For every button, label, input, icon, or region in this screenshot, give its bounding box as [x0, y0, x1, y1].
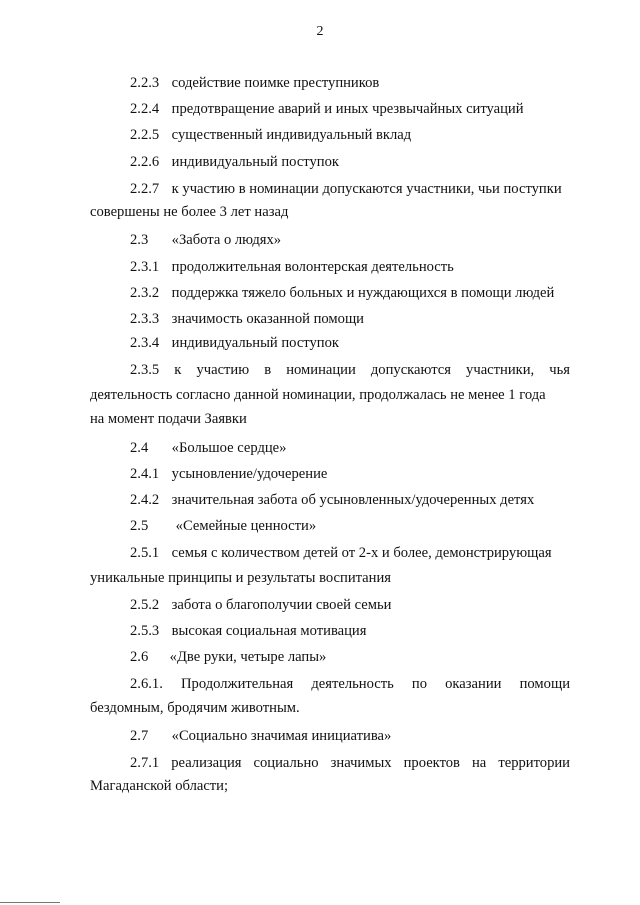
item-number: 2.2.4	[130, 101, 160, 117]
list-item	[130, 74, 379, 92]
item-number: 2.4.1	[130, 466, 160, 482]
item-number: 2.7.1	[130, 755, 160, 771]
item-number: 2.5.2	[130, 597, 160, 613]
item-text: к участию в номинации допускаются участники, чьи поступки	[171, 181, 562, 197]
list-item-continuation: на момент подачи Заявки	[90, 411, 247, 427]
list-item	[130, 544, 552, 562]
item-number: 2.3.4	[130, 335, 160, 351]
list-item	[130, 491, 534, 509]
section-heading	[130, 648, 326, 666]
list-item	[130, 126, 411, 144]
section-title: «Социально значимая инициатива»	[171, 728, 392, 744]
item-number: 2.6.1.	[130, 676, 163, 692]
list-item	[130, 361, 570, 379]
item-number: 2.3.3	[130, 311, 160, 327]
list-item	[130, 596, 391, 614]
list-item	[130, 622, 366, 640]
list-item	[130, 334, 339, 352]
list-item	[130, 465, 327, 483]
section-number: 2.7	[130, 728, 149, 744]
list-item	[130, 310, 364, 328]
item-text: поддержка тяжело больных и нуждающихся в помощи людей	[171, 285, 555, 301]
item-number: 2.3.2	[130, 285, 160, 301]
list-item	[130, 675, 570, 693]
section-title: «Семейные ценности»	[175, 518, 317, 534]
footer-rule	[0, 902, 60, 903]
item-text: предотвращение аварий и иных чрезвычайных ситуаций	[171, 101, 524, 117]
item-number: 2.4.2	[130, 492, 160, 508]
section-heading	[130, 231, 281, 249]
item-text: значимость оказанной помощи	[171, 311, 364, 327]
item-number: 2.2.3	[130, 75, 160, 91]
section-number: 2.3	[130, 232, 149, 248]
item-text: забота о благополучии своей семьи	[171, 597, 392, 613]
item-text: к участию в номинации допускаются участники, чья	[174, 362, 570, 378]
section-heading	[130, 727, 391, 745]
section-heading	[130, 439, 286, 457]
item-number: 2.2.6	[130, 154, 160, 170]
item-number: 2.5.3	[130, 623, 160, 639]
list-item-continuation: Магаданской области;	[90, 778, 229, 794]
section-title: «Две руки, четыре лапы»	[169, 649, 327, 665]
item-text: индивидуальный поступок	[171, 154, 339, 170]
item-text: существенный индивидуальный вклад	[171, 127, 412, 143]
item-number: 2.3.1	[130, 259, 160, 275]
section-number: 2.5	[130, 518, 149, 534]
list-item-continuation: уникальные принципы и результаты воспитания	[90, 570, 391, 586]
item-text: усыновление/удочерение	[171, 466, 328, 482]
item-number: 2.2.5	[130, 127, 160, 143]
page-number: 2	[316, 24, 324, 39]
item-text: продолжительная волонтерская деятельность	[171, 259, 454, 275]
item-number: 2.3.5	[130, 362, 160, 378]
section-title: «Забота о людях»	[171, 232, 282, 248]
list-item	[130, 180, 562, 198]
section-number: 2.4	[130, 440, 149, 456]
item-text: индивидуальный поступок	[171, 335, 339, 351]
item-text: реализация социально значимых проектов на территории	[171, 755, 570, 771]
item-number: 2.5.1	[130, 545, 160, 561]
list-item-continuation: деятельность согласно данной номинации, продолжалась не менее 1 года	[90, 387, 546, 403]
section-title: «Большое сердце»	[171, 440, 287, 456]
list-item	[130, 153, 339, 171]
item-text: Продолжительная деятельность по оказании помощи	[181, 676, 570, 692]
section-number: 2.6	[130, 649, 149, 665]
list-item	[130, 754, 570, 772]
item-text: высокая социальная мотивация	[171, 623, 367, 639]
item-text: содействие поимке преступников	[171, 75, 380, 91]
list-item	[130, 258, 454, 276]
list-item-continuation: бездомным, бродячим животным.	[90, 700, 300, 716]
item-number: 2.2.7	[130, 181, 160, 197]
list-item	[130, 100, 524, 118]
list-item-continuation: совершены не более 3 лет назад	[90, 204, 289, 220]
item-text: значительная забота об усыновленных/удочеренных детях	[171, 492, 535, 508]
section-heading	[130, 517, 316, 535]
item-text: семья с количеством детей от 2-х и более, демонстрирующая	[171, 545, 552, 561]
list-item	[130, 284, 554, 302]
